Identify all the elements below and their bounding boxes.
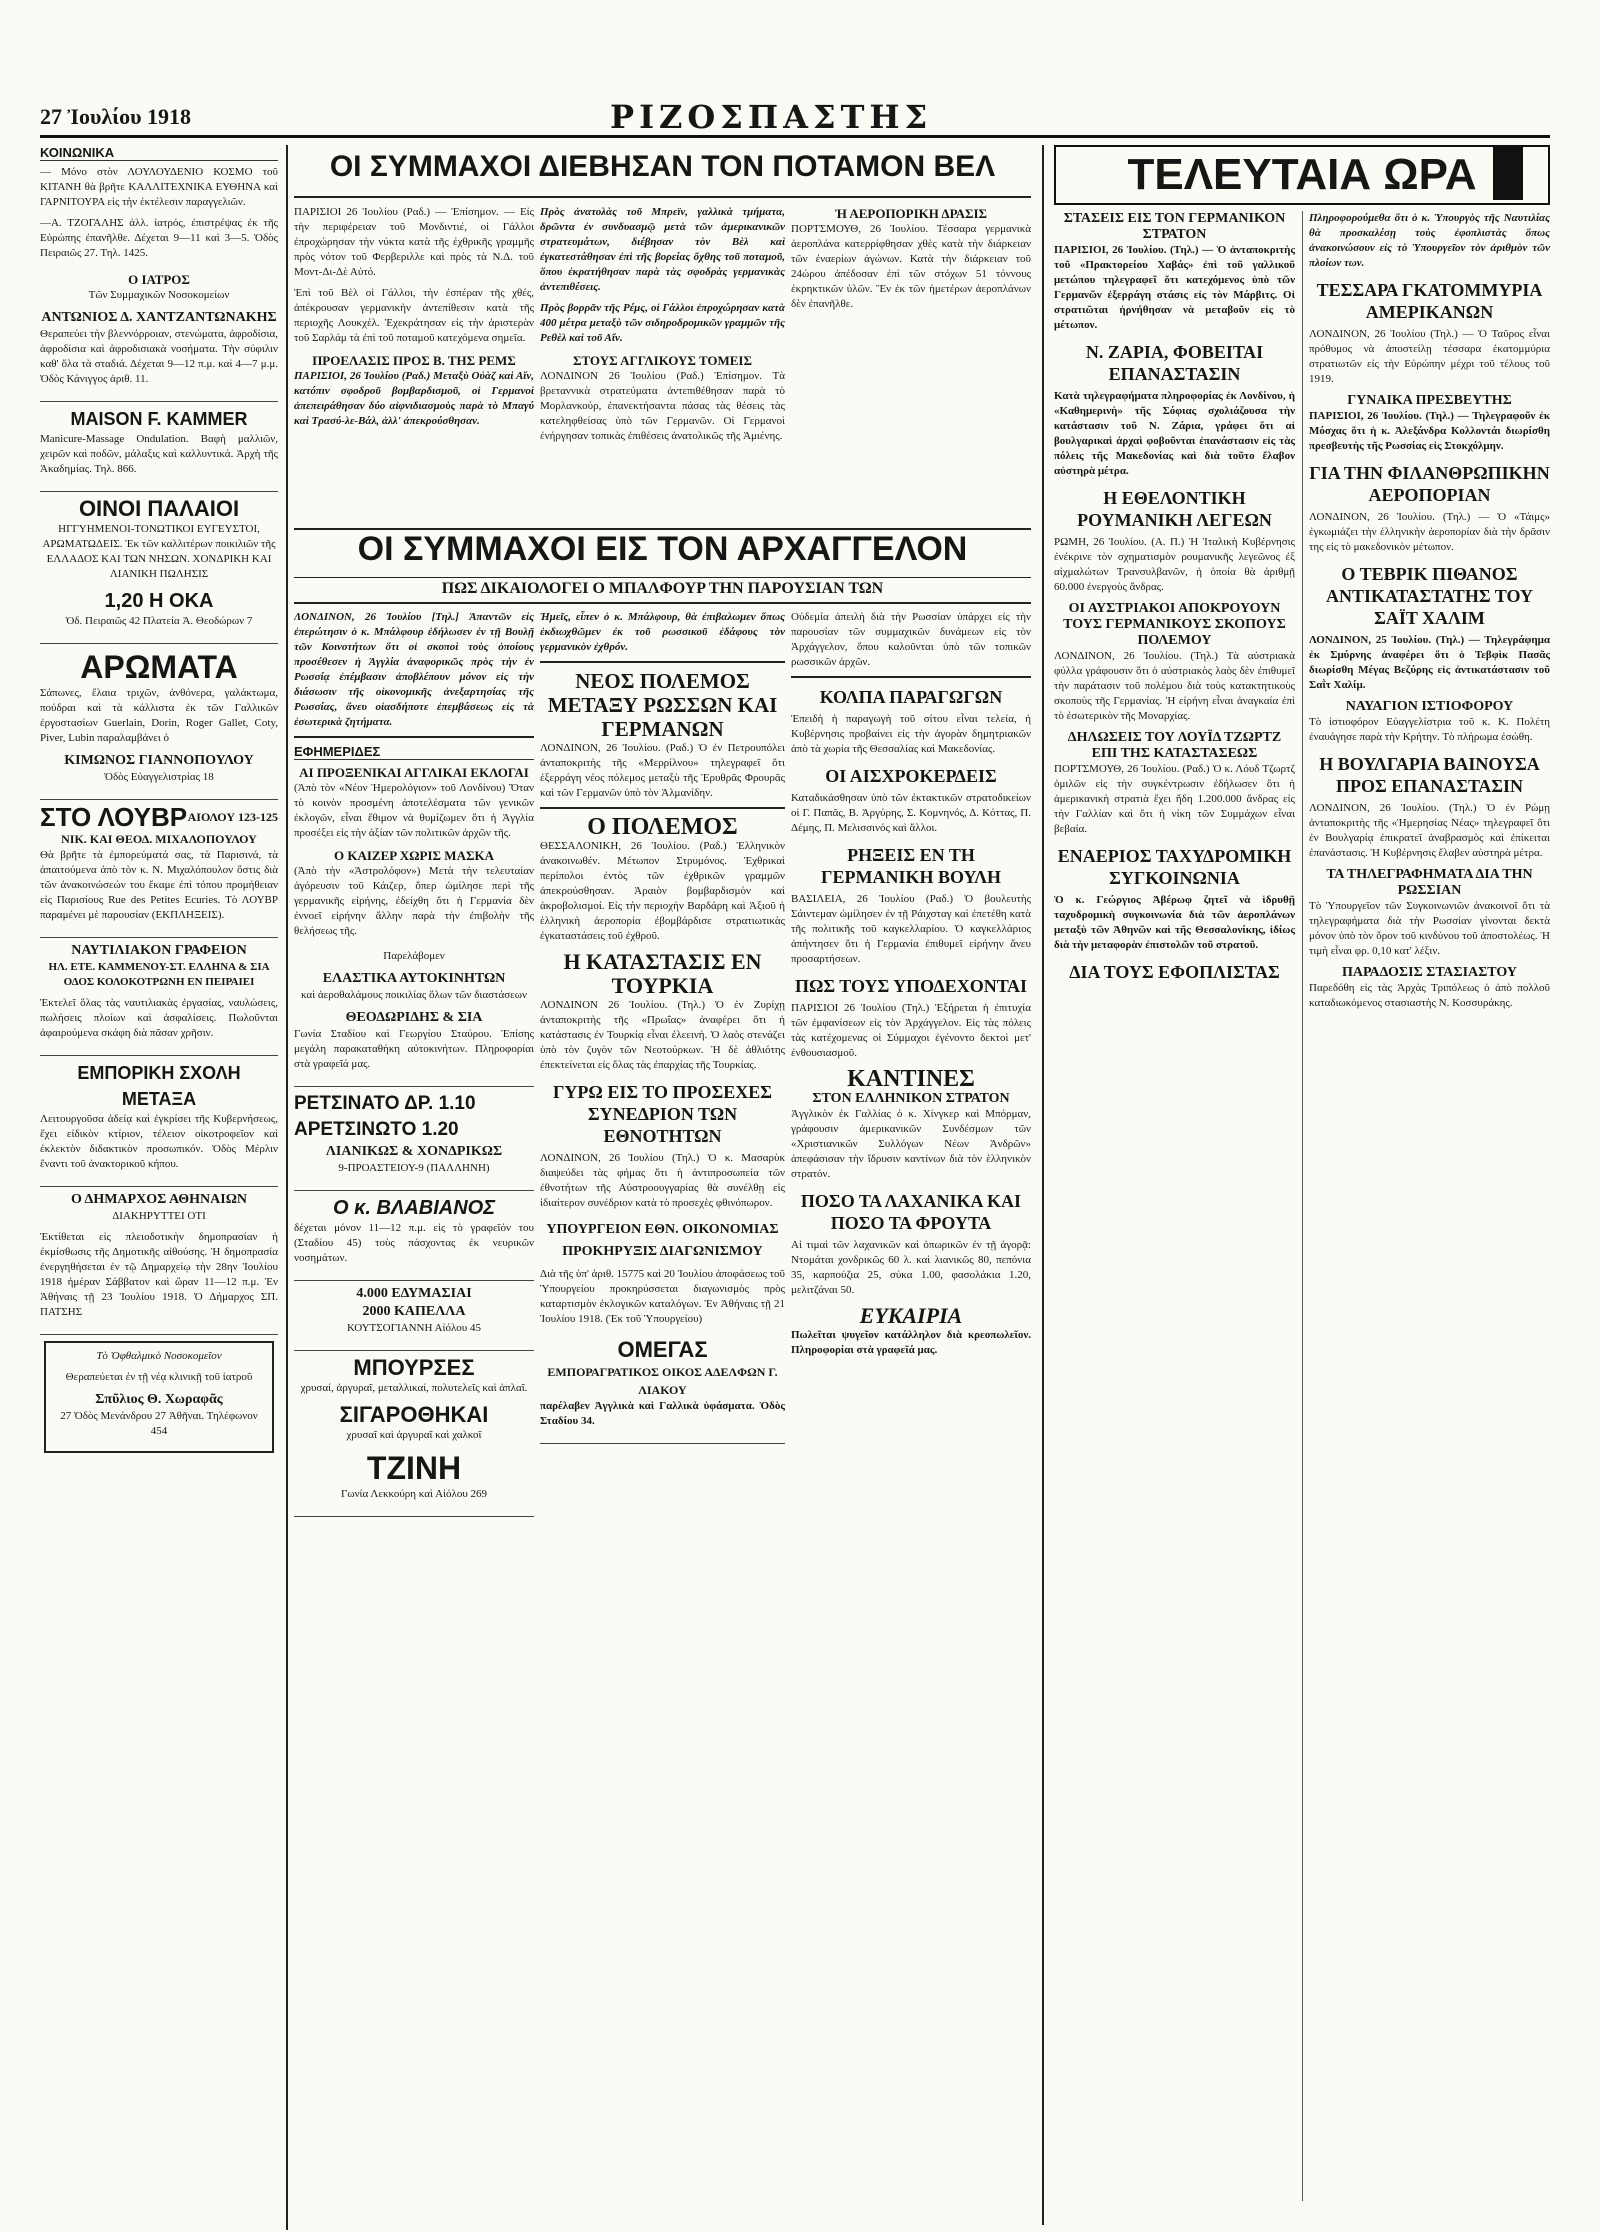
subheadline-archangel: ΠΩΣ ΔΙΚΑΙΟΛΟΓΕΙ Ο ΜΠΑΛΦΟΥΡ ΤΗΝ ΠΑΡΟΥΣΙΑΝ ΤΩΝ bbox=[294, 580, 1031, 604]
story-subhead: ΠΡΟΕΛΑΣΙΣ ΠΡΟΣ Β. ΤΗΣ ΡΕΜΣ bbox=[312, 353, 516, 368]
column-latest-news bbox=[1042, 145, 1550, 2225]
story-paragraph: ΠΑΡΙΣΙΟΙ 26 Ἰουλίου (Ραδ.) — Ἐπίσημον. — Εἰς τὴν περιφέρειαν τοῦ Μονδιντιέ, οἱ Γάλλοι ἐπροχώρησαν τὴν νύκτα κατὰ τῆς ἐχθρικῆς γραμμῆς πρὸς νότον τοῦ Φερβεριλλε καὶ πρὸς τὰ Ν.Δ. τοῦ Μοντ-Δι-Δὲ Αὐτό. bbox=[294, 206, 534, 278]
story-paragraph: ΠΑΡΙΣΙΟΙ, 26 Ἰουλίου (Ραδ.) Μεταξὺ Οὐὰζ καὶ Αἴν, κατόπιν σφοδροῦ βομβαρδισμοῦ, οἱ Γερμανοὶ ἀπεπειράθησαν δύο αἰφνιδιασμοὺς παρὰ τὸ Μπαγύ καὶ Τρασύ-λε-Βάλ, ἀλλ' ἀπεκρούσθησαν. bbox=[294, 370, 534, 427]
article-subhead: ΣΤΟΝ ΕΛΛΗΝΙΚΟΝ ΣΤΡΑΤΟΝ bbox=[812, 1091, 1010, 1106]
article-head: Η ΚΑΤΑΣΤΑΣΙΣ ΕΝ ΤΟΥΡΚΙΑ bbox=[563, 949, 762, 998]
headline-main: ΟΙ ΣΥΜΜΑΧΟΙ ΔΙΕΒΗΣΑΝ ΤΟΝ ΠΟΤΑΜΟΝ ΒΕΛ bbox=[294, 150, 1031, 198]
article-head: Η ΒΟΥΛΓΑΡΙΑ ΒΑΙΝΟΥΣΑ ΠΡΟΣ ΕΠΑΝΑΣΤΑΣΙΝ bbox=[1319, 754, 1540, 796]
ad-subtitle: Τῶν Συμμαχικῶν Νοσοκομείων bbox=[88, 289, 230, 301]
article-head: ΠΑΡΑΔΟΣΙΣ ΣΤΑΣΙΑΣΤΟΥ bbox=[1341, 965, 1518, 980]
divider bbox=[540, 661, 785, 663]
ad-address: Ὁδ. Πειραιῶς 42 Πλατεία Ἀ. Θεοδώρων 7 bbox=[65, 615, 253, 627]
column-ads bbox=[40, 145, 288, 2230]
article-text: Ἐπειδὴ ἡ παραγωγὴ τοῦ σίτου εἶναι τελεία, ἡ Κυβέρνησις προβαίνει εἰς τὴν ἀγορὰν δημητριακῶν ἀπὸ τὰ χωρία τῆς Θεσσαλίας καὶ Μακεδονίας. bbox=[791, 713, 1031, 755]
article-head: Ο ΠΟΛΕΜΟΣ bbox=[587, 814, 738, 840]
aromata-ad bbox=[40, 644, 278, 800]
column-2-lower bbox=[294, 610, 534, 2230]
ad-address: Γωνία Λεκκούρη καὶ Αἰόλου 269 bbox=[340, 1488, 488, 1500]
ad-text: παρέλαβεν Ἀγγλικὰ καὶ Γαλλικὰ ὑφάσματα. Ὁδὸς Σταδίου 34. bbox=[540, 1400, 785, 1427]
ad-text: καὶ ἀεροθαλάμους ποικιλίας ὅλων τῶν διαστάσεων bbox=[300, 989, 527, 1001]
ad-title: Ο κ. ΒΛΑΒΙΑΝΟΣ bbox=[332, 1197, 496, 1219]
story-paragraph: ΛΟΝΔΙΝΟΝ 26 Ἰουλίου (Ραδ.) Ἐπίσημον. Τὰ βρεταννικὰ στρατεύματα ἀντεπιθέθησαν παρὰ τὸ Μορλανκούρ, ἐπανεκτήσαντα πάσας τὰς θέσεις τὰς κατεληφθείσας ὑπὸ τῶν Γερμανῶν. Οἱ Γερμανοὶ ἐνήργησαν τοπικὰς ἐπιθέσεις ἀνατολικῶς τῆς Ἀμιένης. bbox=[540, 370, 785, 442]
kammer-ad bbox=[40, 402, 278, 492]
top-story-col-3 bbox=[791, 205, 1031, 525]
article-head: ΑΙ ΠΡΟΞΕΝΙΚΑΙ ΑΓΓΛΙΚΑΙ ΕΚΛΟΓΑΙ bbox=[299, 765, 529, 780]
article-head: ΕΝΑΕΡΙΟΣ ΤΑΧΥΔΡΟΜΙΚΗ ΣΥΓΚΟΙΝΩΝΙΑ bbox=[1057, 846, 1292, 888]
ad-line: ΑΡΕΤΣΙΝΩΤΟ 1.20 bbox=[294, 1119, 459, 1140]
ad-text: ΗΓΓΥΗΜΕΝΟΙ-ΤΟΝΩΤΙΚΟΙ ΕΥΓΕΥΣΤΟΙ, ΑΡΩΜΑΤΩΔΕΙΣ. Ἐκ τῶν καλλιτέρων ποικιλιῶν τῆς ΕΛΛΑΔΟΣ ΚΑΙ ΤΩΝ ΝΗΣΩΝ. ΧΟΝΔΡΙΚΗ ΚΑΙ ΛΙΑΝΙΚΗ ΠΩΛΗΣΙΣ bbox=[42, 523, 276, 580]
story-paragraph: ΛΟΝΔΙΝΟΝ, 26 Ἰουλίου [Τηλ.] Ἀπαντῶν εἰς ἐπερώτησιν ὁ κ. Μπάλφουρ ἐδήλωσεν ἐν τῇ Βουλῇ τῶν Κοινοτήτων ὅτι οἱ σκοποὶ τοὺς ὁποίους προσέθεσεν ἡ Ἀγγλία ἀναφορικῶς πρὸς τὴν ἐν Ρωσσίᾳ ἐπέμβασιν ἀποβλέπουν μόνον εἰς τὴν διάσωσιν τῆς οἰκονομικῆς ἀνεξαρτησίας τῆς Ρωσσίας, ἄνευ οἱασδήποτε ἐπεμβάσεως εἰς τὰ ἐσωτερικὰ ζητήματα. bbox=[294, 611, 534, 728]
article-head: ΕΥΚΑΙΡΙΑ bbox=[859, 1303, 963, 1328]
article-text: Αἱ τιμαὶ τῶν λαχανικῶν καὶ ὀπωρικῶν ἐν τῇ ἀγορᾷ: Ντομάται χονδρικῶς 60 λ. καὶ λιανικῶς 80, πεπόνια 35, καρπούζια 25, σύκα 1.00, φασολάκια 1.20, μελιτζάναι 50. bbox=[791, 1239, 1031, 1296]
ad-title: ΜΠΟΥΡΣΕΣ bbox=[353, 1355, 475, 1380]
article-text: Τὸ Ὑπουργεῖον τῶν Συγκοινωνιῶν ἀνακοινοῖ ὅτι τὰ τηλεγραφήματα διὰ τὴν Ρωσσίαν γίνονται δεκτὰ μόνον ὑπὸ τὸν ὅρον τοῦ κινδύνου τοῦ ἀποστολέως. Ἡ τιμὴ εἶναι φρ. 0,10 κατ' λέξιν. bbox=[1309, 900, 1550, 957]
article-text: Πωλεῖται ψυγεῖον κατάλληλον διὰ κρεοπωλεῖον. Πληροφορίαι στὰ γραφεῖά μας. bbox=[791, 1329, 1031, 1356]
article-head: Ο ΤΕΒΡΙΚ ΠΙΘΑΝΟΣ ΑΝΤΙΚΑΤΑΣΤΑΤΗΣ ΤΟΥ ΣΑΪΤ ΧΑΛΙΜ bbox=[1326, 564, 1533, 628]
ad-title: ΝΑΥΤΙΛΙΑΚΟΝ ΓΡΑΦΕΙΟΝ bbox=[71, 943, 247, 958]
article-text: ΛΟΝΔΙΝΟΝ, 26 Ἰουλίου. (Ραδ.) Ὁ ἐν Πετρουπόλει ἀνταποκριτὴς τῆς «Μερρίλνου» τηλεγραφεῖ ὅτι ἐξερράγη νέος πόλεμος μεταξὺ τῆς Ἐρυθρᾶς Φρουρᾶς καὶ τῶν Γερμανῶν ὑπὸ τὸν Ἀλμανίδην. bbox=[540, 742, 785, 799]
article-head: Ν. ΖΑΡΙΑ, ΦΟΒΕΙΤΑΙ ΕΠΑΝΑΣΤΑΣΙΝ bbox=[1085, 342, 1264, 384]
ad-address: 27 Ὁδὸς Μενάνδρου 27 Ἀθῆναι. Τηλέφωνον 454 bbox=[60, 1410, 258, 1437]
article-text: ΛΟΝΔΙΝΟΝ, 26 Ἰουλίου. (Τηλ.) Τὰ αὐστριακὰ φύλλα γράφουσιν ὅτι ὁ αὐστριακὸς λαὸς δὲν ἐπιθυμεῖ τὴν παράτασιν τοῦ πολέμου διὰ τοὺς κατακτητικοὺς σκοποὺς τῆς Γερμανίας. Ἡ εἰρήνη εἶναι ἀναγκαία ἐπὶ τὸ ἐσωτερικὸν τῆς Μοναρχίας. bbox=[1054, 650, 1295, 722]
article-text: Τὸ ἱστιοφόρον Εὐαγγελίστρια τοῦ κ. Κ. Πολέτη ἐναυάγησε παρὰ τὴν Κρήτην. Τὸ πλήρωμα ἐσώθη. bbox=[1309, 716, 1550, 743]
ad-subtitle: ΝΙΚ. ΚΑΙ ΘΕΟΔ. ΜΙΧΑΛΟΠΟΥΛΟΥ bbox=[61, 832, 257, 846]
ad-address: Γωνία Σταδίου καὶ Γεωργίου Σταύρου. Ἐπίσης μεγάλη παρακαταθήκη αὐτοκινήτων. Πληροφορίαι στὰ γραφεῖά μας. bbox=[294, 1028, 534, 1070]
article-text: ΛΟΝΔΙΝΟΝ, 26 Ἰουλίου. (Τηλ.) Ὁ ἐν Ρώμῃ ἀνταποκριτὴς τῆς «Ἡμερησίας Νέας» τηλεγραφεῖ ὅτι ἐν Βουλγαρίᾳ ἐπικρατεῖ ἀναβρασμὸς καὶ ἐπίκειται ἐπανάστασις. Ἡ Κυβέρνησις ἔλαβεν αὐστηρὰ μέτρα. bbox=[1309, 802, 1550, 859]
ad-text: Λειτουργοῦσα ἀδείᾳ καὶ ἐγκρίσει τῆς Κυβερνήσεως, ἔχει εἰδικὸν κτίριον, τέλειον οἰκοτροφεῖον καὶ ἐκλεκτὸν διδακτικὸν προσωπικόν. Ὁδὸς Μέρλιν ἔναντι τοῦ ἀνακτορικοῦ κήπου. bbox=[40, 1113, 278, 1170]
article-head: ΤΑ ΤΗΛΕΓΡΑΦΗΜΑΤΑ ΔΙΑ ΤΗΝ ΡΩΣΣΙΑΝ bbox=[1326, 867, 1533, 898]
story-paragraph: Πρὸς βορρᾶν τῆς Ρέμς, οἱ Γάλλοι ἐπροχώρησαν κατὰ 400 μέτρα μεταξὺ τῶν σιδηροδρομικῶν γραμμῶν τῆς Ρεθὲλ καὶ τοῦ Αἴν. bbox=[540, 302, 785, 344]
article-head: ΡΗΞΕΙΣ ΕΝ ΤΗ ΓΕΡΜΑΝΙΚΗ ΒΟΥΛΗ bbox=[821, 845, 1001, 887]
article-head: ΚΟΛΠΑ ΠΑΡΑΓΩΓΩΝ bbox=[819, 687, 1003, 707]
ad-name: ΚΙΜΩΝΟΣ ΓΙΑΝΝΟΠΟΥΛΟΥ bbox=[64, 753, 254, 768]
ad-name: ΤΖΙΝΗ bbox=[366, 1450, 462, 1486]
shipping-office-ad bbox=[40, 938, 278, 1056]
ad-text: Θὰ βρῆτε τὰ ἐμπορεύματά σας, τὰ Παρισινά, τὰ ἀπαιτούμενα ἀπὸ τὸν κ. Ν. Μιχαλόπουλον ὅστις διὰ τῶν ἀνακοινώσεών του ἔκαμε ἐπὶ τόπου προμήθειαν εἰς Παρισίους Rue des Petites Ecuries. Τὸ ΛΟΥΒΡ παραμένει μὲ παρουσίαν (ΕΚΠΛΗΞΕΙΣ). bbox=[40, 849, 278, 921]
ad-text: Manicure-Massage Ondulation. Βαφὴ μαλλιῶν, χειρῶν καὶ ποδῶν, μάλαξις καὶ καλλυντικά. Ἀρχὴ τῆς Ἀκαδημίας. Τηλ. 866. bbox=[40, 433, 278, 475]
ad-title: ΑΡΩΜΑΤΑ bbox=[80, 649, 238, 685]
social-note: —Α. ΤΖΟΓΑΛΗΣ ἀλλ. ἰατρός, ἐπιστρέψας ἐκ τῆς Εὐρώπης ἐπανῆλθε. Δέχεται 9—11 καὶ 3—5. Ὁδὸς Πειραιῶς 27. Τηλ. 1425. bbox=[40, 217, 278, 259]
article-head: ΣΤΑΣΕΙΣ ΕΙΣ ΤΟΝ ΓΕΡΜΑΝΙΚΟΝ ΣΤΡΑΤΟΝ bbox=[1063, 211, 1286, 242]
purse-ad bbox=[294, 1351, 534, 1517]
article-head: ΝΑΥΑΓΙΟΝ ΙΣΤΙΟΦΟΡΟΥ bbox=[1345, 699, 1514, 714]
ad-line: 4.000 ΕΔΥΜΑΣΙΑΙ bbox=[356, 1286, 472, 1301]
retsina-ad bbox=[294, 1087, 534, 1191]
ad-address: ΑΙΟΛΟΥ 123-125 bbox=[187, 810, 278, 824]
article-head: Ο ΚΑΙΖΕΡ ΧΩΡΙΣ ΜΑΣΚΑ bbox=[334, 848, 494, 863]
latest-news-body bbox=[1054, 211, 1550, 2201]
article-head: ΠΟΣΟ ΤΑ ΛΑΧΑΝΙΚΑ ΚΑΙ ΠΟΣΟ ΤΑ ΦΡΟΥΤΑ bbox=[800, 1191, 1022, 1233]
mayor-notice bbox=[40, 1187, 278, 1335]
ad-text: Θεραπεύει τὴν βλεννόρροιαν, στενώματα, ἀφροδίσια, ἀφροδίσια καὶ ἀφροδισιακὰ νοσήματα. Τὴν σύφιλιν καθ' ὅλα τὰ σταδιά. Δέχεται 9—12 π.μ. καὶ 4—7 μ.μ. Ὁδὸς Κάνιγγος ἀριθ. 11. bbox=[40, 328, 278, 385]
ad-line: 9-ΠΡΟΑΣΤΕΙΟΥ-9 (ΠΑΛΛΗΝΗ) bbox=[338, 1162, 490, 1174]
notice-title: Ο ΔΗΜΑΡΧΟΣ ΑΘΗΝΑΙΩΝ bbox=[70, 1192, 248, 1207]
ad-title: MAISON F. KAMMER bbox=[70, 409, 248, 429]
article-head: Η ΕΘΕΛΟΝΤΙΚΗ ΡΟΥΜΑΝΙΚΗ ΛΕΓΕΩΝ bbox=[1077, 488, 1272, 530]
article-text: ΛΟΝΔΙΝΟΝ, 26 Ἰουλίου. (Τηλ.) — Ὁ «Τάιμς» ἐγκωμιάζει τὴν ἑλληνικὴν ἀεροπορίαν διὰ τὴν δρᾶσιν της εἰς τὸ μακεδονικὸν μέτωπον. bbox=[1309, 511, 1550, 553]
article-text: Καταδικάσθησαν ὑπὸ τῶν ἐκτακτικῶν στρατοδικείων οἱ Γ. Παπᾶς, Β. Ἀργύρης, Σ. Κομνηνός, Δ. Κόττας, Π. Δέμης, Π. Μελισσινός καὶ ἄλλοι. bbox=[791, 792, 1031, 834]
ad-line: ΛΙΑΝΙΚΩΣ & ΧΟΝΔΡΙΚΩΣ bbox=[325, 1144, 503, 1159]
article-head: ΚΑΝΤΙΝΕΣ bbox=[847, 1066, 975, 1092]
article-text: ΠΟΡΤΣΜΟΥΘ, 26 Ἰουλίου. (Ραδ.) Ὁ κ. Λόυδ Τζωρτζ ὁμιλῶν εἰς τὴν συγκέντρωσιν ἐδήλωσεν ὅτι ἡ ἀμερικανικὴ στρατιὰ ἔχει ἤδη 1.200.000 ἄνδρας εἰς τὴν Γαλλίαν καὶ ὅτι ἡ νίκη τῶν Συμμάχων εἶναι βεβαία. bbox=[1054, 763, 1295, 835]
doctor-blavianos-ad bbox=[294, 1191, 534, 1281]
school-ad bbox=[40, 1056, 278, 1187]
ad-text: χρυσαί, ἀργυραῖ, μεταλλικαί, πολυτελεῖς καὶ ἀπλαῖ. bbox=[300, 1382, 528, 1394]
column-3-lower bbox=[540, 610, 785, 2230]
divider bbox=[540, 807, 785, 809]
article-text: Παρεδόθη εἰς τὰς Ἀρχὰς Τριπόλεως ὁ ἀπὸ πολλοῦ καταδιωκόμενος στασιαστὴς Ν. Κοσσυράκης. bbox=[1309, 982, 1550, 1009]
ad-text: Ἐκτελεῖ ὅλας τὰς ναυτιλιακὰς ἐργασίας, ναυλώσεις, πωλήσεις πλοίων καὶ ἀσφαλίσεις. Πωλοῦνται ἀφαιρούμενα σκάφη διὰ πᾶσαν χρῆσιν. bbox=[40, 997, 278, 1039]
ad-text: δέχεται μόνον 11—12 π.μ. εἰς τὸ γραφεῖόν του (Σταδίου 45) τοὺς πάσχοντας ἐκ νευρικῶν νοσημάτων. bbox=[294, 1222, 534, 1264]
article-head: ΔΗΛΩΣΕΙΣ ΤΟΥ ΛΟΥΪΔ ΤΖΩΡΤΖ ΕΠΙ ΤΗΣ ΚΑΤΑΣΤΑΣΕΩΣ bbox=[1067, 730, 1282, 761]
article-head: ΝΕΟΣ ΠΟΛΕΜΟΣ ΜΕΤΑΞΥ ΡΩΣΣΩΝ ΚΑΙ ΓΕΡΜΑΝΩΝ bbox=[547, 669, 778, 741]
divider bbox=[294, 736, 534, 738]
story-subhead: ΣΤΟΥΣ ΑΓΓΛΙΚΟΥΣ ΤΟΜΕΙΣ bbox=[572, 353, 752, 368]
article-text: Πληροφορούμεθα ὅτι ὁ κ. Ὑπουργὸς τῆς Ναυτιλίας θὰ προσκαλέσῃ τοὺς ἐφοπλιστὰς ὅπως ἀνακοινώσουν εἰς τὸ Ὑπουργεῖον τὸν ἀριθμὸν τῶν πλοίων των. bbox=[1309, 212, 1550, 269]
ad-title: ΣΙΓΑΡΟΘΗΚΑΙ bbox=[339, 1402, 489, 1427]
clinic-box-ad bbox=[44, 1341, 274, 1453]
article-text: ΠΑΡΙΣΙΟΙ, 26 Ἰουλίου. (Τηλ.) — Τηλεγραφοῦν ἐκ Μόσχας ὅτι ἡ κ. Ἀλεξάνδρα Κολλοντάι διωρίσθη πρεσβευτὴς τῆς Ρωσσίας εἰς Στοκχόλμην. bbox=[1309, 410, 1550, 452]
notice-text: Ἐκτίθεται εἰς πλειοδοτικὴν δημοπρασίαν ἡ ἐκμίσθωσις τῆς Δημοτικῆς αἰθούσης. Ἡ δημοπρασία ἐνεργηθήσεται ἐν τῷ Δημαρχείῳ τὴν 28ην Ἰουλίου 1918 ἡμέραν Σάββατον καὶ ὥραν 11—12 π.μ. Ἐν Ἀθήναις τῇ 23 Ἰουλίου 1918. Ὁ Δήμαρχος ΣΠ. ΠΑΤΣΗΣ bbox=[40, 1231, 278, 1318]
story-paragraph: Πρὸς ἀνατολὰς τοῦ Μπρεϊν, γαλλικὰ τμήματα, δρῶντα ἐν συνδυασμῷ μετὰ τῶν ἀμερικανικῶν στρατευμάτων, διέβησαν τὸν Βὲλ καὶ ἐγκατεστάθησαν ἐπὶ τῆς βορείας ὄχθης τοῦ ποταμοῦ, ὅπου ἐκρατήθησαν παρὰ τὰς σφοδρὰς γερμανικὰς ἀντεπιθέσεις. bbox=[540, 206, 785, 293]
ad-title: ΕΛΑΣΤΙΚΑ ΑΥΤΟΚΙΝΗΤΩΝ bbox=[322, 971, 506, 986]
newspaper-title: ΡΙΖΟΣΠΑΣΤΗΣ bbox=[610, 98, 933, 136]
masthead bbox=[40, 96, 1550, 138]
ad-text: Σάπωνες, ἔλαια τριχῶν, ἀνθόνερα, γαλάκτωμα, πούδραι καὶ τὰ κάλλιστα ἐκ τῶν Γαλλικῶν ἐργοστασίων Guerlain, Dorin, Roger Gallet, Coty, Piver, Lubin παραλαμβάνει ὁ bbox=[40, 687, 278, 744]
latest-news-banner: ΤΕΛΕΥΤΑΙΑ ΩΡΑ bbox=[1054, 145, 1550, 205]
article-head: ΤΕΣΣΑΡΑ ΓΚΑΤΟΜΜΥΡΙΑ ΑΜΕΡΙΚΑΝΩΝ bbox=[1316, 280, 1543, 322]
story-paragraph: Ἡμεῖς, εἶπεν ὁ κ. Μπάλφουρ, θὰ ἐπιβαλωμεν ὅπως ἐκδιωχθῶμεν ἐκ τοῦ ρωσσικοῦ ἐδάφους τὸν γερμανικὸν ἐχθρόν. bbox=[540, 611, 785, 653]
story-paragraph: Οὐδεμία ἀπειλὴ διὰ τὴν Ρωσσίαν ὑπάρχει εἰς τὴν παρουσίαν τῶν συμμαχικῶν δυνάμεων εἰς τὸν Ἀρχάγγελον, ὅπου καλοῦνται ὑπὸ τῶν τοπικῶν ρωσσικῶν ἀρχῶν. bbox=[791, 611, 1031, 668]
article-text: ΛΟΝΔΙΝΟΝ, 26 Ἰουλίου (Τηλ.) Ὁ κ. Μασαρὺκ διαψεύδει τὰς φήμας ὅτι ἡ ἀντιπροσωπεία τῶν ἐθνοτήτων τῆς Αὐστροουγγαρίας θὰ συνέλθῃ εἰς ἰδιαίτερον συνέδριον κατὰ τὸ προσεχὲς φθινόπωρον. bbox=[540, 1152, 785, 1209]
ad-line: 2000 ΚΑΠΕΛΛΑ bbox=[362, 1304, 466, 1319]
social-note: — Μόνο στὸν ΛΟΥΛΟΥΔΕΝΙΟ ΚΟΣΜΟ τοῦ ΚΙΤΑΝΗ θὰ βρῆτε ΚΑΛΛΙΤΕΧΝΙΚΑ ΕΥΘΗΝΑ καὶ ΓΑΡΝΙΤΟΥΡΑ εἰς τὴν ἐκτέλεσιν παραγγελιῶν. bbox=[40, 166, 278, 208]
headline-archangel: ΟΙ ΣΥΜΜΑΧΟΙ ΕΙΣ ΤΟΝ ΑΡΧΑΓΓΕΛΟΝ bbox=[294, 528, 1031, 578]
article-head: ΥΠΟΥΡΓΕΙΟΝ ΕΘΝ. ΟΙΚΟΝΟΜΙΑΣ ΠΡΟΚΗΡΥΞΙΣ ΔΙΑΓΩΝΙΣΜΟΥ bbox=[546, 1222, 779, 1259]
ad-text: Θεραπεύεται ἐν τῇ νέᾳ κλινικῇ τοῦ ἰατροῦ bbox=[65, 1371, 253, 1383]
article-text: Ὁ κ. Γεώργιος Ἀβέρωφ ζητεῖ νὰ ἱδρυθῇ ταχυδρομικὴ συγκοινωνία διὰ τῶν ἀεροπλάνων μεταξὺ τῶν Ἀθηνῶν καὶ τῆς Θεσσαλονίκης, ἰδίως διὰ τὴν μεταφορὰν ἐπιστολῶν τοῦ στρατοῦ. bbox=[1054, 894, 1295, 951]
ad-address: Ὁδὸς Εὐαγγελιστρίας 18 bbox=[104, 771, 214, 783]
divider bbox=[791, 676, 1031, 678]
ad-name: ΑΝΤΩΝΙΟΣ Δ. ΧΑΝΤΖΑΝΤΩΝΑΚΗΣ bbox=[41, 310, 277, 325]
story-subhead: Ἡ ΑΕΡΟΠΟΡΙΚΗ ΔΡΑΣΙΣ bbox=[834, 206, 988, 221]
article-text: ΠΑΡΙΣΙΟΙ, 26 Ἰουλίου. (Τηλ.) — Ὁ ἀνταποκριτὴς τοῦ «Πρακτορείου Χαβάς» ἐπὶ τοῦ γαλλικοῦ μετώπου τηλεγραφεῖ ὅτι κατεχόμενος ὑπὸ τῶν Γερμανῶν ἐξερράγη στάσις εἰς τὸν Μάρβιτς. Οἱ στρατιῶται ἠρνήθησαν νὰ μεταβοῦν εἰς τὸ μέτωπον. bbox=[1054, 244, 1295, 331]
omegas-ad bbox=[540, 1333, 785, 1444]
ad-label: Παρελάβομεν bbox=[383, 950, 445, 962]
story-paragraph: Ἐπὶ τοῦ Βὲλ οἱ Γάλλοι, τὴν ἐσπέραν τῆς χθές, ἀπέκρουσαν γερμανικὴν ἀντεπίθεσιν κατὰ τῆς περιοχῆς Λουκχέλ. Ἐχεκράτησαν εἰς τὴν ἀριστερὰν τοῦ Σαρλάμ τὰ ἐπὶ τοῦ ποταμοῦ κατεχόμενα σημεῖα. bbox=[294, 287, 534, 344]
article-text: ΛΟΝΔΙΝΟΝ 26 Ἰουλίου. (Τηλ.) Ὁ ἐν Ζυρίχῃ ἀνταποκριτὴς τῆς «Πρωΐας» ἀναφέρει ὅτι ἡ κατάστασις ἐν Τουρκίᾳ εἶναι ἐλεεινή. Ὁ λαὸς στενάζει ὑπὸ τὸν ζυγὸν τῶν Νεοτούρκων. Ἡ δὲ ἀθλιότης ἐπεκτείνεται εἰς ὅλας τὰς ἐπαρχίας τῆς Τουρκίας. bbox=[540, 999, 785, 1071]
louvre-ad bbox=[40, 800, 278, 938]
ad-subtitle: ΗΛ. ΕΤΕ. ΚΑΜΜΕΝΟΥ-ΣΤ. ΕΛΛΗΝΑ & ΣΙΑ ΟΔΟΣ ΚΟΛΟΚΟΤΡΩΝΗ ΕΝ ΠΕΙΡΑΙΕΙ bbox=[48, 961, 270, 988]
article-text: Κατὰ τηλεγραφήματα πληροφορίας ἐκ Λονδίνου, ἡ «Καθημερινὴ» τῆς Σόφιας σχολιάζουσα τὴν κατάστασιν τοῦ Ν. Ζάρια, γράφει ὅτι αἱ βουλγαρικαὶ ἀρχαὶ φοβοῦνται ἐπανάστασιν εἰς τὰς πόλεις τῆς Μακεδονίας καὶ διὰ τοῦτο ἔλαβον αὐστηρὰ μέτρα. bbox=[1054, 390, 1295, 477]
section-label: ΚΟΙΝΩΝΙΚΑ bbox=[40, 145, 278, 161]
article-text: (Ἀπὸ τὸν «Νέον Ἡμερολόγιον» τοῦ Λονδίνου) Ὅταν τὸ κοινὸν προσμένη ἀποτελέσματα τῶν γενικῶν ἐκλογῶν, εἶναι ἔθιμον νὰ θυμίζωμεν ὅτι ἡ Ἀγγλία προσέξει εἰς τὴν ἀξίαν τῶν πολιτικῶν ἀρχῶν τῆς. bbox=[294, 782, 534, 839]
article-head: ΓΙΑ ΤΗΝ ΦΙΛΑΝΘΡΩΠΙΚΗΝ ΑΕΡΟΠΟΡΙΑΝ bbox=[1309, 463, 1550, 505]
clothing-ad bbox=[294, 1281, 534, 1351]
ad-title: ΟΜΕΓΑΣ bbox=[617, 1337, 708, 1362]
ad-line: ΚΟΥΤΣΟΓΙΑΝΝΗ Αἰόλου 45 bbox=[347, 1322, 481, 1334]
article-text: ΛΟΝΔΙΝΟΝ, 26 Ἰουλίου (Τηλ.) — Ὁ Ταῦρος εἶναι πρόθυμος νὰ ἀποστείλῃ τέσσαρα ἑκατομμύρια στρατιωτῶν εἰς τὴν Εὐρώπην μέχρι τοῦ τέλους τοῦ 1919. bbox=[1309, 328, 1550, 385]
article-text: ΡΩΜΗ, 26 Ἰουλίου. (Α. Π.) Ἡ Ἰταλικὴ Κυβέρνησις ἐνέκρινε τὸν σχηματισμὸν ρουμανικῆς λεγεῶνος ἐξ αἰχμαλώτων Τρανσυλβανῶν, ἡ ὁποία θὰ ἀριθμῇ 60.000 ἐνεργοὺς ἄνδρας. bbox=[1054, 536, 1295, 593]
ad-name: ΘΕΟΔΩΡΙΔΗΣ & ΣΙΑ bbox=[345, 1010, 483, 1025]
section-label: ΕΦΗΜΕΡΙΔΕΣ bbox=[294, 744, 534, 760]
article-text: Διὰ τῆς ὑπ' ἀριθ. 15775 καὶ 20 Ἰουλίου ἀποφάσεως τοῦ Ὑπουργείου προκηρύσσεται διαγωνισμὸς πρὸς καταρτισμὸν ἐκλογικῶν καταλόγων. Ἐν Ἀθήναις τῇ 21 Ἰουλίου 1918. (Ἐκ τοῦ Ὑπουργείου) bbox=[540, 1268, 785, 1325]
ad-title: ΟΙΝΟΙ ΠΑΛΑΙΟΙ bbox=[78, 496, 240, 521]
article-text: ΘΕΣΣΑΛΟΝΙΚΗ, 26 Ἰουλίου. (Ραδ.) Ἑλληνικὸν ἀνακοινωθέν. Μέτωπον Στρυμόνος. Ἐχθρικαὶ περίπολοι ἐντὸς τῶν ἐχθρικῶν γραμμῶν ἀπεκρούσθησαν. Ἀραιὸν βομβαρδισμὸν καὶ ἀκροβολισμοί. Εἰς τὴν περιοχὴν Βαρδάρη καὶ Ἀξιοῦ ἡ ἑλληνικὴ ἀεροπορία ἐβομβάρδισε στρατιωτικὰς ἐγκαταστάσεις τοῦ ἐχθροῦ. bbox=[540, 840, 785, 942]
top-story-col-2 bbox=[540, 205, 785, 525]
article-text: ΛΟΝΔΙΝΟΝ, 25 Ἰουλίου. (Τηλ.) — Τηλεγράφημα ἐκ Σμύρνης ἀναφέρει ὅτι ὁ Τεβφὶκ Πασᾶς διωρίσθη Μέγας Βεζύρης εἰς ἀντικατάστασιν τοῦ Σαῒτ Χαλίμ. bbox=[1309, 634, 1550, 691]
article-head: ΟΙ ΑΥΣΤΡΙΑΚΟΙ ΑΠΟΚΡΟΥΟΥΝ ΤΟΥΣ ΓΕΡΜΑΝΙΚΟΥΣ ΣΚΟΠΟΥΣ ΠΟΛΕΜΟΥ bbox=[1063, 601, 1286, 648]
article-head: ΟΙ ΑΙΣΧΡΟΚΕΡΔΕΙΣ bbox=[825, 766, 997, 786]
wine-ad bbox=[40, 492, 278, 644]
article-head: ΓΥΡΩ ΕΙΣ ΤΟ ΠΡΟΣΕΧΕΣ ΣΥΝΕΔΡΙΟΝ ΤΩΝ ΕΘΝΟΤΗΤΩΝ bbox=[552, 1082, 773, 1146]
ad-subtitle: ΕΜΠΟΡΑΓΡΑΤΙΚΟΣ ΟΙΚΟΣ ΑΔΕΛΦΩΝ Γ. ΛΙΑΚΟΥ bbox=[547, 1365, 778, 1397]
article-text: Ἀγγλικὸν ἐκ Γαλλίας ὁ κ. Χίνγκερ καὶ Μπόρμαν, γράφουσιν ἀμερικανικῶν Συνδέσμων τῶν «Χριστιανικῶν Συλλόγων Νέων Ἀνδρῶν» ἀπεφάσισαν τὴν ἵδρυσιν καντίνων διὰ τὸν ἑλληνικὸν στρατόν. bbox=[791, 1108, 1031, 1180]
ad-kicker: Ο ΙΑΤΡΟΣ bbox=[128, 272, 190, 287]
ad-line: ΡΕΤΣΙΝΑΤΟ ΔΡ. 1.10 bbox=[294, 1093, 476, 1114]
doctor-ad bbox=[40, 267, 278, 402]
article-text: ΒΑΣΙΛΕΙΑ, 26 Ἰουλίου (Ραδ.) Ὁ βουλευτὴς Σάιντεμαν ὡμίλησεν ἐν τῇ Ράιχσταγ καὶ ἐπετέθη κατὰ τῆς πολιτικῆς τοῦ καγκελλαρίου. Ὁ καγκελλάριος ἀπήντησεν ὅτι ἡ Γερμανία ἐπιθυμεῖ εἰρήνην ἄνευ προσαρτήσεων. bbox=[791, 893, 1031, 965]
ad-price: 1,20 Η ΟΚΑ bbox=[104, 590, 214, 612]
article-head: ΓΥΝΑΙΚΑ ΠΡΕΣΒΕΥΤΗΣ bbox=[1347, 393, 1512, 408]
top-story-col-1 bbox=[294, 205, 534, 525]
article-head: ΔΙΑ ΤΟΥΣ ΕΦΟΠΛΙΣΤΑΣ bbox=[1069, 962, 1280, 982]
ad-title: ΣΤΟ ΛΟΥΒΡ bbox=[40, 802, 188, 832]
article-text: (Ἀπὸ τὴν «Ἀστρολόφον») Μετὰ τὴν τελευταίαν ἀγόρευσιν τοῦ Κάιζερ, ὅπερ ὡμίλησε περὶ τῆς γερμανικῆς εἰρήνης, ἐδείχθη ὅτι ἡ Γερμανία δὲν ἐννοεῖ εἰρήνην ἄλλην παρὰ τὴν ἐπιβολὴν τῆς θελήσεως τῆς. bbox=[294, 865, 534, 937]
article-text: ΠΑΡΙΣΙΟΙ 26 Ἰουλίου (Τηλ.) Ἐξήρεται ἡ ἐπιτυχία τῶν ἐμφανίσεων εἰς τὸν Ἀρχάγγελον. Εἰς τὰς πόλεις τὰς κατέχομενας οἱ Σύμμαχοι ἐγένοντο δεκτοὶ μετ' ἐνθουσιασμοῦ. bbox=[791, 1002, 1031, 1059]
ad-text: χρυσαῖ καὶ ἀργυραῖ καὶ χαλκοῖ bbox=[346, 1429, 482, 1441]
ad-title: Τὸ Ὀφθαλμικὸ Νοσοκομεῖον bbox=[96, 1350, 222, 1362]
issue-date: 27 Ἰουλίου 1918 bbox=[40, 104, 191, 129]
article-head: ΠΩΣ ΤΟΥΣ ΥΠΟΔΕΧΟΝΤΑΙ bbox=[794, 976, 1028, 996]
notice-subtitle: ΔΙΑΚΗΡΥΤΤΕΙ ΟΤΙ bbox=[112, 1210, 206, 1222]
tyre-ad bbox=[294, 945, 534, 1087]
ad-name: Σπῦλιος Θ. Χωραφᾶς bbox=[95, 1392, 223, 1407]
story-paragraph: ΠΟΡΤΣΜΟΥΘ, 26 Ἰουλίου. Τέσσαρα γερμανικὰ ἀεροπλάνα κατερρίφθησαν χθὲς κατὰ τὴν διάρκειαν τῶν ἐναερίων ἀγώνων. Κατὰ τὴν διάρκειαν τοῦ 24ώρου ἀπέδοσαν ἐπὶ τῶν στόχων 51 τόννους ἐκρηκτικῶν ὑλῶν. Ἓν ἐκ τῶν ἡμετέρων ἀεροπλάνων δὲν ἐπανῆλθε. bbox=[791, 223, 1031, 310]
ad-title: ΕΜΠΟΡΙΚΗ ΣΧΟΛΗ ΜΕΤΑΞΑ bbox=[77, 1063, 241, 1109]
column-4-lower bbox=[791, 610, 1031, 2230]
